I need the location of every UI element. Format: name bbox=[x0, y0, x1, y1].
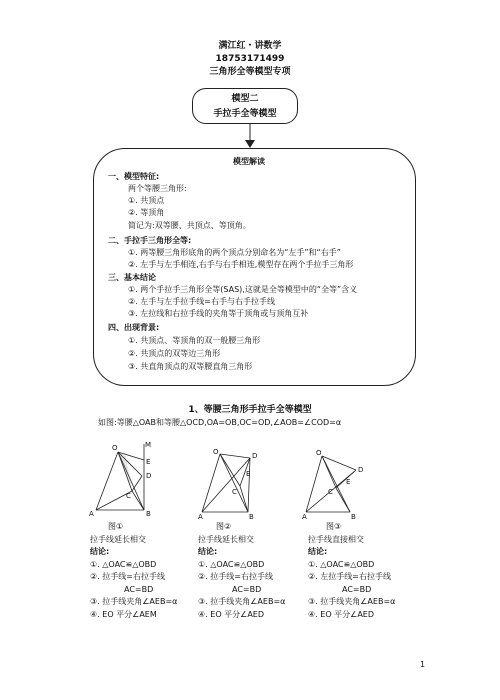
figure-3-c3: AC=BD bbox=[342, 584, 372, 594]
figure-3-c4: ③. 拉手线夹角∠AEB=α bbox=[308, 597, 396, 606]
label-M: M bbox=[145, 441, 152, 449]
label-D: D bbox=[252, 452, 258, 460]
section-background-heading: 四、出现背景: bbox=[108, 323, 160, 332]
label-C: C bbox=[232, 488, 237, 496]
conclusions-line-3: ③. 左拉线和右拉手线的夹角等于顶角或与顶角互补 bbox=[128, 309, 309, 318]
page-number: 1 bbox=[420, 660, 426, 669]
figure-1-desc: 拉手线延长相交 bbox=[90, 534, 146, 544]
figure-2-c2: ②. 拉手线=右拉手线 bbox=[198, 572, 273, 581]
figure-1-caption: 图① bbox=[108, 522, 124, 531]
label-E: E bbox=[246, 470, 251, 478]
model-title-box bbox=[192, 88, 298, 124]
label-C: C bbox=[126, 492, 131, 500]
figure-2-c3: AC=BD bbox=[232, 584, 262, 594]
label-E: E bbox=[146, 458, 151, 466]
figure-2-c4: ③. 拉手线夹角∠AEB=α bbox=[198, 597, 286, 606]
label-O: O bbox=[112, 444, 118, 452]
label-O: O bbox=[213, 448, 219, 456]
label-B: B bbox=[249, 513, 254, 520]
figure-2-diagram bbox=[198, 444, 278, 520]
label-E: E bbox=[346, 478, 351, 486]
phone-number: 18753171499 bbox=[215, 54, 285, 64]
features-line-3: ②. 等顶角 bbox=[128, 208, 165, 217]
label-C: C bbox=[328, 488, 333, 496]
figure-3-conclusion-label: 结论: bbox=[308, 547, 328, 556]
figure-2-conclusion-label: 结论: bbox=[198, 547, 218, 556]
figure-3-caption: 图③ bbox=[326, 522, 342, 531]
congruence-line-1: ①. 两等腰三角形底角的两个顶点分别命名为“左手”和“右手” bbox=[128, 248, 341, 257]
figure-3-desc: 拉手线直接相交 bbox=[308, 534, 364, 544]
figure-3-text bbox=[308, 521, 395, 621]
figure-1-c5: ④. EO 平分∠AEM bbox=[90, 609, 157, 619]
features-line-2: ①. 共顶点 bbox=[128, 196, 165, 205]
down-arrow-icon bbox=[240, 124, 260, 150]
interpretation-title: 模型解读 bbox=[233, 157, 265, 166]
label-B: B bbox=[351, 513, 356, 520]
figure-2-text bbox=[198, 521, 285, 621]
features-note: 简记为:双等腰、共顶点、等顶角。 bbox=[128, 221, 251, 230]
figure-1-c3: AC=BD bbox=[124, 584, 154, 594]
document-title: 三角形全等模型专项 bbox=[209, 67, 291, 77]
conclusions-line-1: ①. 两个手拉手三角形全等(SAS),这就是全等模型中的“全等”含义 bbox=[128, 285, 358, 294]
model-number: 模型二 bbox=[231, 94, 259, 104]
figure-3-c2: ②. 左拉手线=右拉手线 bbox=[308, 572, 391, 581]
figure-1-c2: ②. 拉手线=右拉手线 bbox=[90, 572, 165, 581]
figure-3-c1: ①. △OAC≌△OBD bbox=[308, 559, 375, 569]
label-A: A bbox=[89, 510, 94, 518]
figure-3-c5: ④. EO 平分∠AED bbox=[308, 609, 375, 619]
figure-1-text bbox=[90, 521, 177, 621]
label-A: A bbox=[198, 513, 203, 520]
author-title: 满江红・讲数学 bbox=[218, 41, 282, 51]
label-B: B bbox=[146, 510, 151, 518]
figure-2-caption: 图② bbox=[216, 522, 232, 531]
section-conclusions-heading: 三、基本结论 bbox=[108, 273, 156, 282]
features-line-1: 两个等腰三角形: bbox=[128, 184, 187, 193]
label-A: A bbox=[302, 513, 307, 520]
section1-title: 1、等腰三角形手拉手全等模型 bbox=[188, 405, 312, 415]
section1-intro: 如图:等腰△OAB和等腰△OCD,OA=OB,OC=OD,∠AOB=∠COD=α bbox=[98, 418, 342, 427]
figure-1-c4: ③. 拉手线夹角∠AEB=α bbox=[90, 597, 178, 606]
figure-2-desc: 拉手线延长相交 bbox=[198, 534, 254, 544]
section-features-heading: 一、模型特征: bbox=[108, 172, 160, 181]
congruence-line-2: ②. 左手与左手相连,右手与右手相连,模型存在两个手拉手三角形 bbox=[128, 260, 354, 269]
label-O: O bbox=[316, 449, 322, 457]
figure-3-diagram bbox=[302, 444, 384, 520]
background-line-1: ①. 共顶点、等顶角的双一般腰三角形 bbox=[128, 336, 261, 345]
figure-2-c5: ④. EO 平分∠AED bbox=[198, 609, 265, 619]
figure-1-c1: ①. △OAC≌△OBD bbox=[90, 559, 157, 569]
figure-1-conclusion-label: 结论: bbox=[90, 547, 110, 556]
background-line-3: ③. 共直角顶点的双等腰直角三角形 bbox=[128, 362, 253, 371]
figure-1-diagram bbox=[88, 436, 168, 518]
label-D: D bbox=[358, 466, 364, 474]
label-D: D bbox=[146, 472, 152, 480]
model-name: 手拉手全等模型 bbox=[213, 109, 277, 119]
background-line-2: ②. 共顶点的双等边三角形 bbox=[128, 349, 221, 358]
figure-2-c1: ①. △OAC≌△OBD bbox=[198, 559, 265, 569]
section-congruence-heading: 二、手拉手三角形全等: bbox=[108, 236, 192, 245]
conclusions-line-2: ②. 左手与左手拉手线=右手与右手拉手线 bbox=[128, 297, 275, 306]
